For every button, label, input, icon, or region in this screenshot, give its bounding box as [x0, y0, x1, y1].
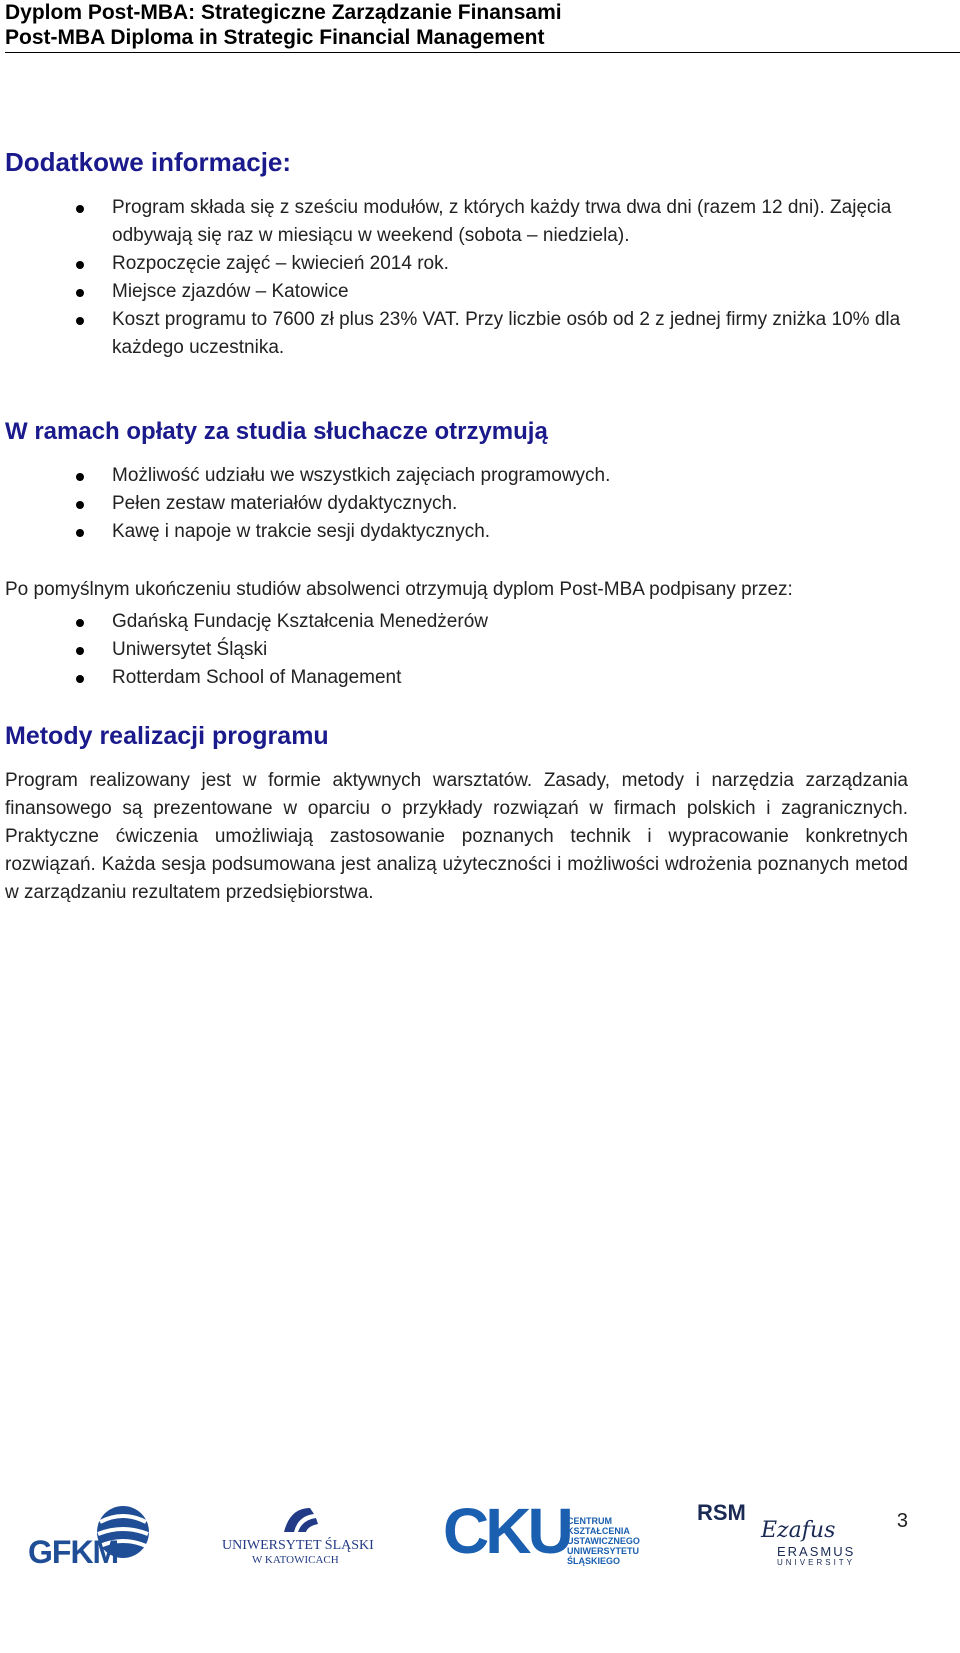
- us-logo: [222, 1504, 382, 1568]
- bullet-icon: [76, 501, 84, 509]
- section-title-methods: Metody realizacji programu: [5, 722, 329, 750]
- erasmus-script: Ezafus: [761, 1518, 836, 1543]
- diploma-intro: Po pomyślnym ukończeniu studiów absolwenci otrzymują dyplom Post-MBA podpisany przez:: [5, 579, 793, 600]
- list-item: Pełen zestaw materiałów dydaktycznych.: [0, 490, 912, 518]
- methods-body: Program realizowany jest w formie aktywnych warsztatów. Zasady, metody i narzędzia zarządzania finansowego są prezentowane w oparciu o przykłady rozwiązań w firmach polskich i zagranicznych. Praktyczne ćwiczenia umożliwiają zastosowanie poznanych technik i wypracowanie konkretnych rozwiązań. Każda sesja podsumowana jest analizą użyteczności i możliwości wdrożenia poznanych metod w zarządzaniu rezultatem przedsiębiorstwa.: [5, 770, 908, 903]
- additional-info-list: [0, 194, 912, 362]
- header-title-pl: Dyplom Post-MBA: Strategiczne Zarządzanie Finansami: [5, 1, 562, 24]
- list-item: Możliwość udziału we wszystkich zajęciach programowych.: [0, 462, 912, 490]
- list-item: Program składa się z sześciu modułów, z których każdy trwa dwa dni (razem 12 dni). Zajęcia odbywają się raz w miesiącu w weekend (sobota – niedziela).: [0, 194, 912, 250]
- section-title-fee-includes: W ramach opłaty za studia słuchacze otrzymują: [5, 418, 548, 445]
- us-city: W KATOWICACH: [252, 1554, 339, 1566]
- section-title-additional-info: Dodatkowe informacje:: [5, 147, 292, 177]
- bullet-icon: [76, 647, 84, 655]
- header-title-en: Post-MBA Diploma in Strategic Financial Management: [5, 26, 545, 49]
- bullet-icon: [76, 205, 84, 213]
- list-item: Gdańską Fundację Kształcenia Menedżerów: [0, 608, 912, 636]
- page-header: [5, 0, 960, 53]
- cku-mark: CKU: [443, 1495, 570, 1567]
- bullet-icon: [76, 261, 84, 269]
- gfkm-logo: [28, 1504, 158, 1568]
- gfkm-wordmark: GFKM: [28, 1534, 119, 1570]
- page-number: 3: [896, 1510, 908, 1532]
- fee-includes-list: [0, 462, 912, 546]
- bullet-icon: [76, 473, 84, 481]
- bullet-icon: [76, 289, 84, 297]
- bullet-icon: [76, 529, 84, 537]
- us-emblem-icon: [280, 1504, 320, 1536]
- list-item: Miejsce zjazdów – Katowice: [0, 278, 912, 306]
- diploma-signers-list: [0, 608, 912, 692]
- bullet-icon: [76, 317, 84, 325]
- rsm-wordmark: RSM: [697, 1500, 746, 1525]
- list-item: Uniwersytet Śląski: [0, 636, 912, 664]
- list-item: Rotterdam School of Management: [0, 664, 912, 692]
- footer-logos: [0, 1495, 960, 1653]
- bullet-icon: [76, 619, 84, 627]
- list-item: Kawę i napoje w trakcie sesji dydaktycznych.: [0, 518, 912, 546]
- erasmus-wordmark: ERASMUS: [777, 1544, 856, 1559]
- list-item: Rozpoczęcie zajęć – kwiecień 2014 rok.: [0, 250, 912, 278]
- cku-name: CENTRUM KSZTAŁCENIA USTAWICZNEGO UNIWERSYTETU ŚLĄSKIEGO: [567, 1516, 640, 1566]
- us-name: UNIWERSYTET ŚLĄSKI: [222, 1538, 374, 1553]
- cku-logo: [443, 1495, 643, 1568]
- bullet-icon: [76, 675, 84, 683]
- list-item: Koszt programu to 7600 zł plus 23% VAT. Przy liczbie osób od 2 z jednej firmy zniżka 10% dla każdego uczestnika.: [0, 306, 912, 362]
- rsm-erasmus-logo: [697, 1500, 867, 1568]
- erasmus-university: UNIVERSITY: [777, 1558, 856, 1567]
